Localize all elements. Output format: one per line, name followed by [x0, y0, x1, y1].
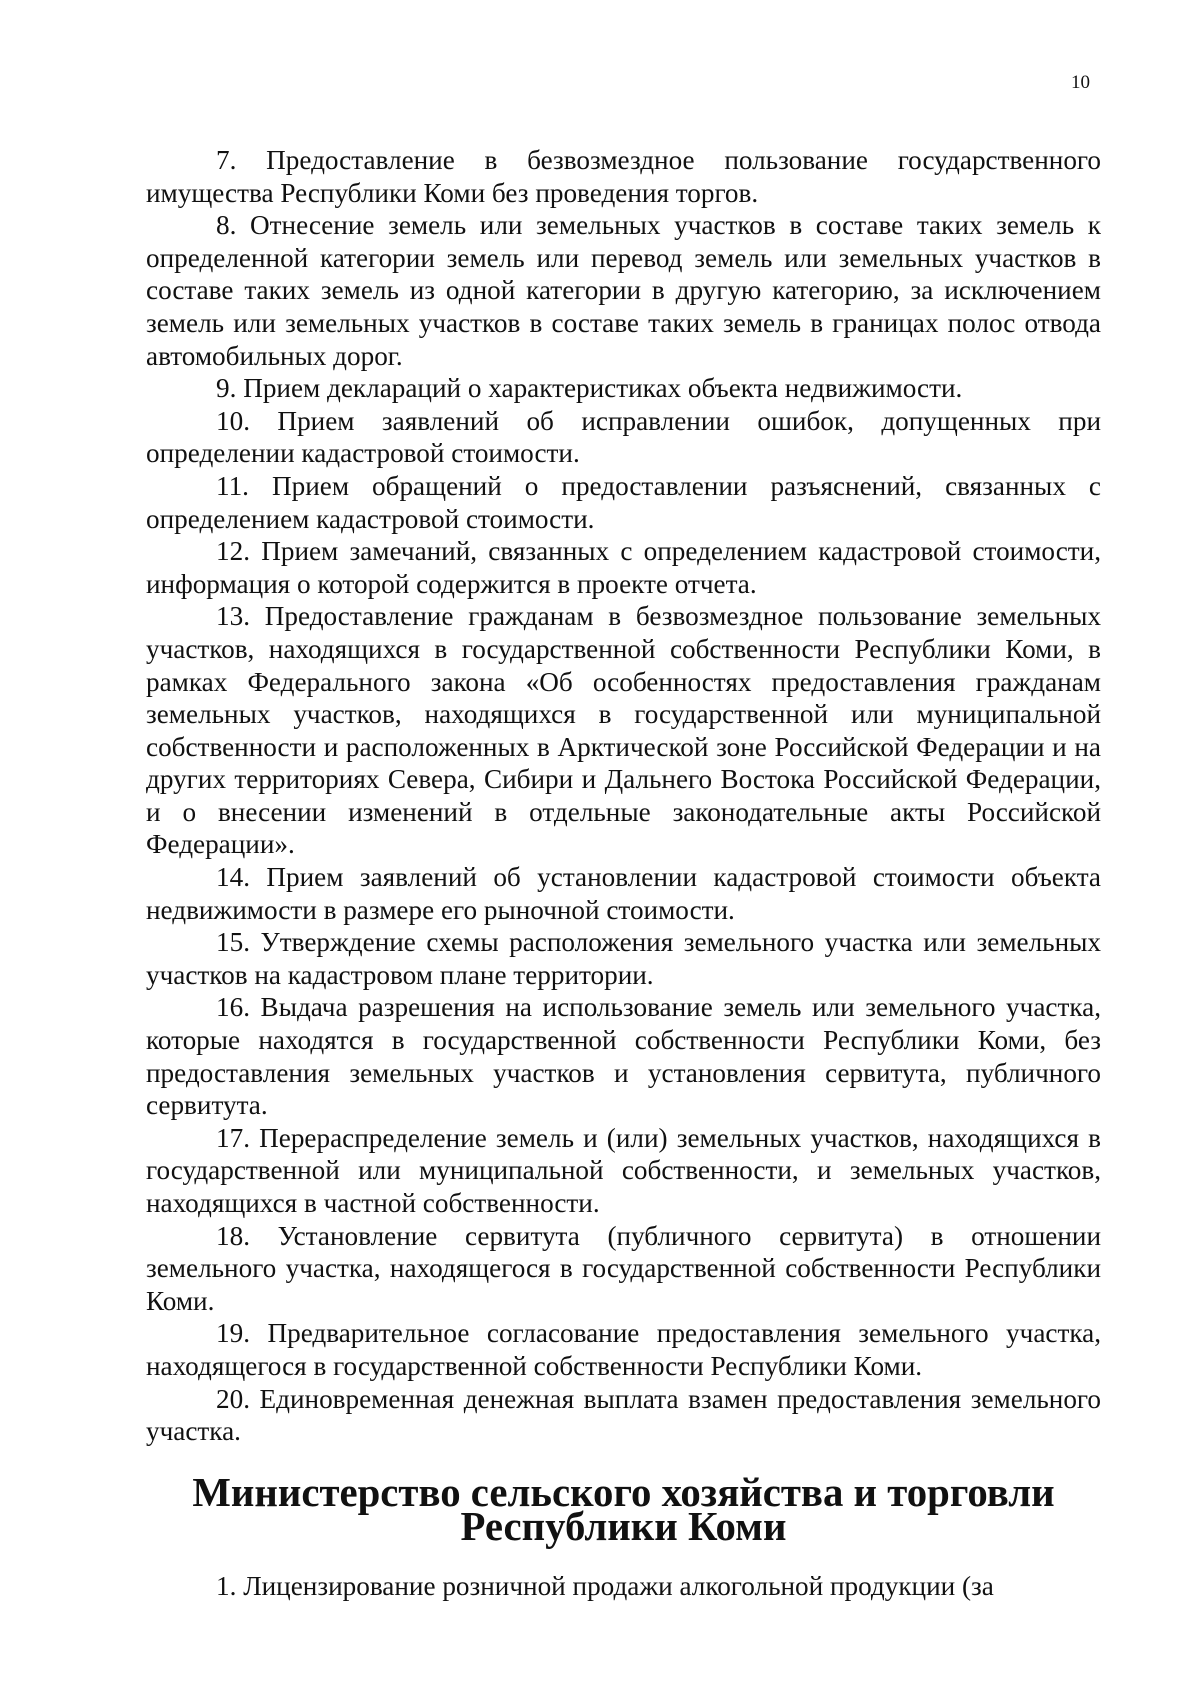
list-item: 13. Предоставление гражданам в безвозмездное пользование земельных участков, находящихся в государственной собственности Республики Коми, в рамках Федерального закона «Об особенностях предоставления гражданам земельных участков, находящихся в государственной или муниципальной собственности и расположенных в Арктической зоне Российской Федерации и на других территориях Севера, Сибири и Дальнего Востока Российской Федерации, и о внесении изменений в отдельные законодательные акты Российской Федерации».: [146, 601, 1101, 860]
list-item: 1. Лицензирование розничной продажи алкогольной продукции (за: [216, 1570, 994, 1601]
list-item: 15. Утверждение схемы расположения земельного участка или земельных участков на кадастровом плане территории.: [146, 927, 1101, 990]
list-item: 7. Предоставление в безвозмездное пользование государственного имущества Республики Коми без проведения торгов.: [146, 145, 1101, 208]
page-number: 10: [1071, 72, 1090, 93]
list-item: 18. Установление сервитута (публичного сервитута) в отношении земельного участка, находящегося в государственной собственности Республики Коми.: [146, 1220, 1101, 1316]
list-item: 19. Предварительное согласование предоставления земельного участка, находящегося в государственной собственности Республики Коми.: [146, 1318, 1101, 1381]
document-body: [146, 144, 1101, 1602]
list-item: 8. Отнесение земель или земельных участков в составе таких земель к определенной категории земель или перевод земель или земельных участков в составе таких земель из одной категории в другую категорию, за исключением земель или земельных участков в составе таких земель в границах полос отвода автомобильных дорог.: [146, 210, 1101, 371]
list-item: 12. Прием замечаний, связанных с определением кадастровой стоимости, информация о которой содержится в проекте отчета.: [146, 536, 1101, 599]
list-item: 9. Прием деклараций о характеристиках объекта недвижимости.: [216, 373, 963, 404]
list-item: 11. Прием обращений о предоставлении разъяснений, связанных с определением кадастровой стоимости.: [146, 470, 1101, 534]
section-heading-line: Министерство сельского хозяйства и торговли: [192, 1469, 1055, 1515]
section-heading-line: Республики Коми: [460, 1503, 787, 1549]
list-item: 16. Выдача разрешения на использование земель или земельного участка, которые находятся в государственной собственности Республики Коми, без предоставления земельных участков и установления сервитута, публичного сервитута.: [146, 992, 1101, 1121]
section-heading: [146, 1469, 1101, 1549]
list-item: 14. Прием заявлений об установлении кадастровой стоимости объекта недвижимости в размере его рыночной стоимости.: [146, 862, 1101, 925]
list-item: 10. Прием заявлений об исправлении ошибок, допущенных при определении кадастровой стоимости.: [146, 405, 1101, 469]
list-item: 20. Единовременная денежная выплата взамен предоставления земельного участка.: [146, 1383, 1101, 1447]
list-item: 17. Перераспределение земель и (или) земельных участков, находящихся в государственной или муниципальной собственности, и земельных участков, находящихся в частной собственности.: [146, 1122, 1101, 1218]
